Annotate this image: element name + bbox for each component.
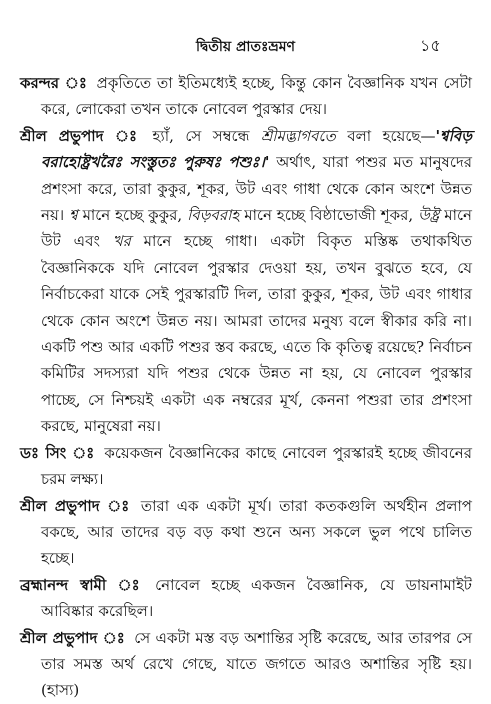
speaker-name: শ্রীল প্রভুপাদ [20, 628, 98, 647]
paragraph-text: মানে উট এবং [41, 206, 472, 251]
paragraph-text: মানে হচ্ছে গাধা। একটা বিকৃত মস্তিষ্ক তথাকথিত বৈজ্ঞানিককে যদি নোবেল পুরস্কার দেওয়া হয়, তখন বুঝতে হবে, যে নির্বাচকেরা যাকে সেই পুরস্কারটি দিল, তারা কুকুর, শূকর, উট এবং গাধার থেকে কোন অংশে উন্নত নয়। আমরা তাদের মনুষ্য বলে স্বীকার করি না। একটি পশু আর একটি পশুর স্তব করছে, এতে কি কৃতিত্ব রয়েছে? নির্বাচন কমিটির সদস্যরা যদি পশুর থেকে উন্নত না হয়, যে নোবেল পুরস্কার পাচ্ছে, সে নিশ্চয়ই একটা এক নম্বরের মূর্খ, কেননা পশুরা তার প্রশংসা করছে, মানুষেরা নয়। [41, 232, 472, 436]
dialogue-paragraph [20, 70, 472, 123]
dialogue-paragraph [20, 572, 472, 625]
speaker-name: করন্দর [20, 74, 60, 92]
dialogue-paragraph [20, 123, 472, 440]
sanskrit-word: উষ্ট্র [418, 206, 440, 225]
dialogue-paragraph [20, 493, 472, 572]
speaker-colon: ঃ [64, 74, 87, 92]
paragraph-text: হ্যাঁ, সে সম্বন্ধে [152, 126, 250, 145]
page-body [20, 70, 472, 704]
speaker-colon: ঃ [107, 496, 130, 515]
paragraph-text: নোবেল হচ্ছে একজন বৈজ্ঞানিক, যে ডায়নামাইট আবিষ্কার করেছিল। [41, 575, 472, 621]
paragraph-text: সে একটা মস্ত বড় অশান্তির সৃষ্টি করেছে, আর তারপর সে তার সমস্ত অর্থ রেখে গেছে, যাতে জগতে আরও অশান্তির সৃষ্টি হয়। (হাস্য) [41, 628, 473, 700]
running-title: দ্বিতীয় প্রাতঃভ্রমণ [196, 39, 295, 55]
paragraph-text: মানে হচ্ছে বিষ্ঠাভোজী শূকর, [244, 206, 414, 225]
speaker-colon: ঃ [114, 126, 138, 145]
sanskrit-word: শ্ব [69, 206, 78, 225]
speaker-colon: ঃ [102, 628, 125, 647]
speaker-name: ব্রহ্মানন্দ স্বামী [20, 575, 107, 594]
paragraph-text: অর্থাৎ, যারা পশুর মত মানুষদের প্রশংসা করে, তারা কুকুর, শূকর, উট এবং গাধা থেকে কোন অংশে উন্নত নয়। [41, 153, 472, 225]
speaker-name: শ্রীল প্রভুপাদ [20, 496, 100, 515]
sanskrit-word: বিড়বরাহ [187, 206, 240, 225]
speaker-name: শ্রীল প্রভুপাদ [20, 126, 104, 145]
page-number: ১৫ [420, 36, 441, 55]
dialogue-paragraph [20, 625, 472, 704]
paragraph-text: তারা এক একটা মূর্খ। তারা কতকগুলি অর্থহীন প্রলাপ বকছে, আর তাদের বড় বড় কথা শুনে অন্য সকলে ভুল পথে চালিত হচ্ছে। [41, 496, 472, 568]
speaker-colon: ঃ [72, 443, 95, 462]
sanskrit-quote: 'শ্ববিড় বরাহোষ্ট্রখরৈঃ সংস্তুতঃ পুরুষঃ পশুঃ।' [41, 126, 472, 172]
dialogue-paragraph [20, 440, 472, 493]
paragraph-text: মানে হচ্ছে কুকুর, [82, 206, 183, 225]
sanskrit-word: খর [112, 232, 131, 251]
speaker-colon: ঃ [117, 575, 140, 594]
scripture-title: শ্রীমদ্ভাগবতে [260, 126, 336, 145]
paragraph-text: কয়েকজন বৈজ্ঞানিকের কাছে নোবেল পুরস্কারই হচ্ছে জীবনের চরম লক্ষ্য। [41, 443, 472, 489]
paragraph-text: প্রকৃতিতে তা ইতিমধ্যেই হচ্ছে, কিন্তু কোন বৈজ্ঞানিক যখন সেটা করে, লোকেরা তখন তাকে নোবেল পুরস্কার দেয়। [41, 74, 472, 119]
paragraph-text: বলা হয়েছে— [347, 126, 436, 145]
speaker-name: ডঃ সিং [20, 443, 67, 462]
